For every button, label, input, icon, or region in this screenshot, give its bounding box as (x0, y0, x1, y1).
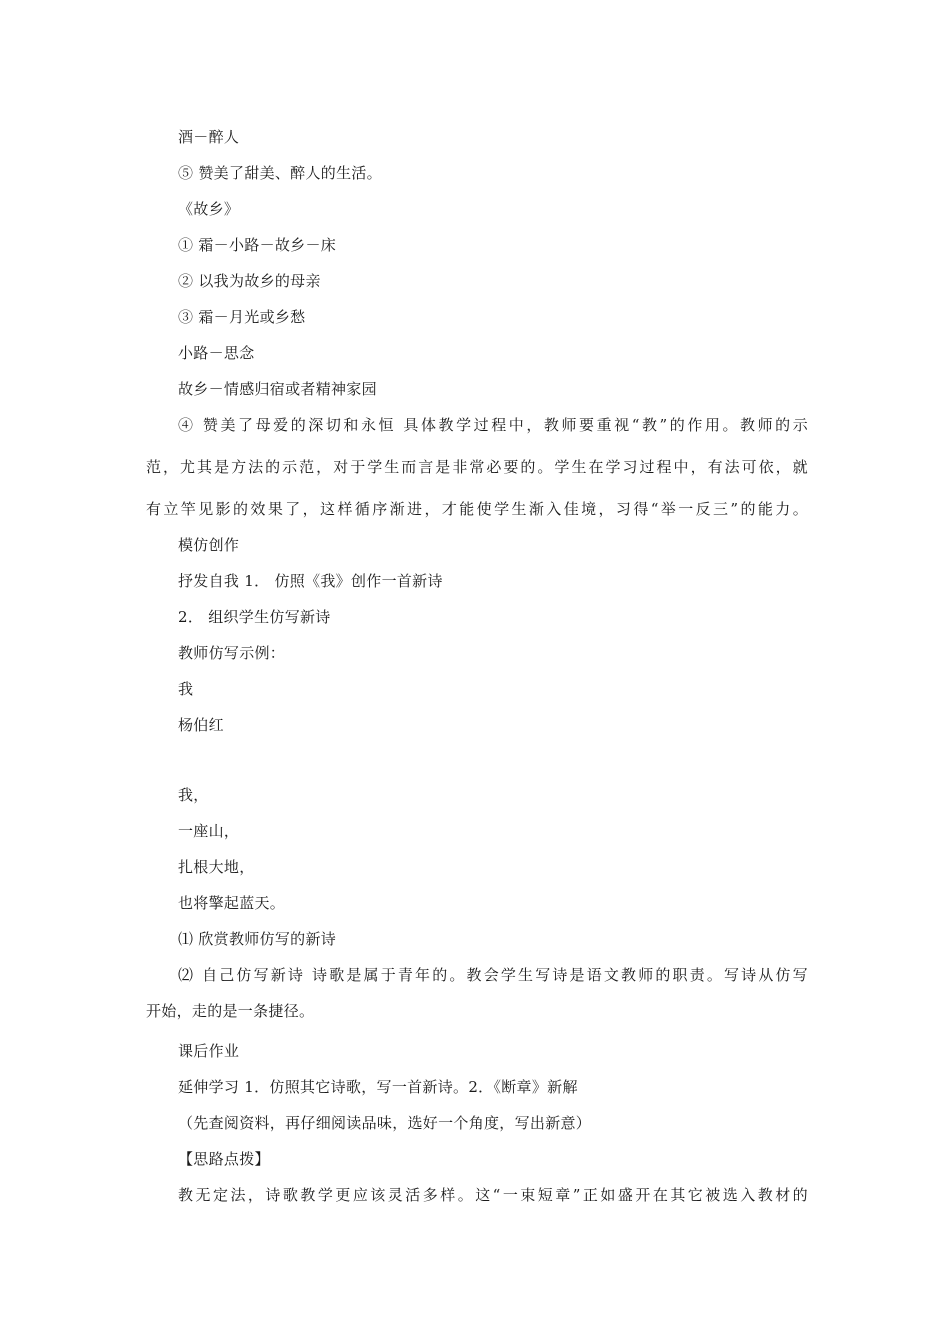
section-heading: 课后作业 (178, 1042, 240, 1060)
paragraph-line: 有立竿见影的效果了，这样循序渐进，才能使学生渐入佳境，习得“举一反三”的能力。 (146, 500, 808, 518)
paragraph-line: ④ 赞美了母爱的深切和永恒 具体教学过程中，教师要重视“教”的作用。教师的示 (178, 416, 808, 434)
text-line: ⑴ 欣赏教师仿写的新诗 (178, 930, 337, 948)
poem-line: 一座山， (178, 822, 240, 840)
poem-line: 我， (178, 786, 209, 804)
text-line: 2． 组织学生仿写新诗 (178, 608, 331, 626)
text-line: ③ 霜－月光或乡愁 (178, 308, 306, 326)
text-line: 故乡－情感归宿或者精神家园 (178, 380, 377, 398)
paragraph-line: 开始，走的是一条捷径。 (146, 1002, 315, 1020)
poem-line: 也将擎起蓝天。 (178, 894, 286, 912)
text-line: 延伸学习 1．仿照其它诗歌，写一首新诗。2．《断章》新解 (178, 1078, 578, 1096)
text-line: ② 以我为故乡的母亲 (178, 272, 321, 290)
text-line: ⑤ 赞美了甜美、醉人的生活。 (178, 164, 382, 182)
text-line: （先查阅资料，再仔细阅读品味，选好一个角度，写出新意） (178, 1114, 592, 1132)
poem-author: 杨伯红 (178, 716, 224, 734)
text-line: ① 霜－小路－故乡－床 (178, 236, 337, 254)
text-line: 抒发自我 1． 仿照《我》创作一首新诗 (178, 572, 443, 590)
paragraph-line: 教无定法，诗歌教学更应该灵活多样。这“一束短章”正如盛开在其它被选入教材的 (178, 1186, 808, 1204)
poem-line: 扎根大地， (178, 858, 255, 876)
text-line: 《故乡》 (178, 200, 240, 218)
paragraph-line: ⑵ 自己仿写新诗 诗歌是属于青年的。教会学生写诗是语文教师的职责。写诗从仿写 (178, 966, 808, 984)
section-heading: 模仿创作 (178, 536, 240, 554)
text-line: 小路－思念 (178, 344, 255, 362)
section-heading: 【思路点拨】 (178, 1150, 270, 1168)
text-line: 酒－醉人 (178, 128, 240, 146)
poem-title: 我 (178, 680, 194, 698)
paragraph-line: 范，尤其是方法的示范，对于学生而言是非常必要的。学生在学习过程中，有法可依，就 (146, 458, 808, 476)
text-line: 教师仿写示例： (178, 644, 286, 662)
